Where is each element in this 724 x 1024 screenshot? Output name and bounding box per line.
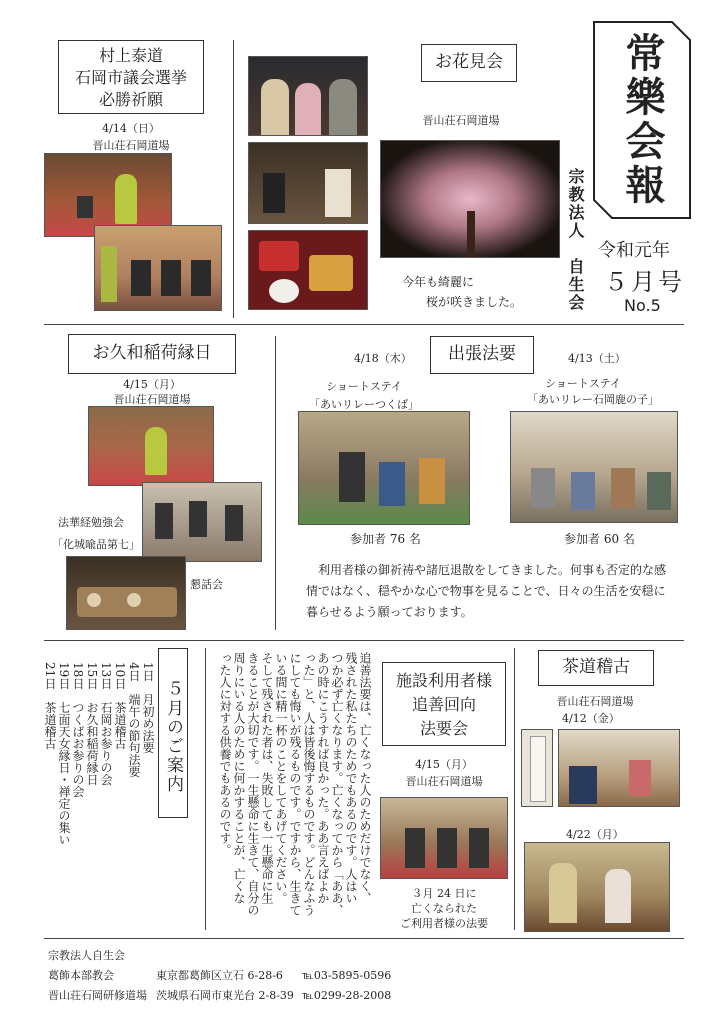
s5-row-day: 10日 bbox=[113, 662, 127, 690]
s5-title-box: ５月のご案内 bbox=[158, 648, 188, 818]
s6-col: 追善法要は、亡くなった人のためだけでなく、 bbox=[358, 652, 372, 904]
s5-row-day: 19日 bbox=[57, 662, 71, 690]
s5-row-text: 茶道稽古 bbox=[113, 701, 127, 750]
s2-photo-food bbox=[248, 230, 368, 310]
s5-row-day: 15日 bbox=[85, 662, 99, 690]
s1-place: 晋山荘石岡道場 bbox=[92, 139, 170, 152]
s2-caption-line: 今年も綺麗に bbox=[402, 275, 475, 289]
s6-col: にしても悔いが残るものです。ですから、生きて bbox=[288, 652, 302, 916]
s5-row-day: 18日 bbox=[71, 662, 85, 690]
s8-place: 晋山荘石岡道場 bbox=[556, 695, 634, 708]
s6-col: った人に対する供養でもあるのです。 bbox=[218, 652, 232, 856]
divider-h1 bbox=[44, 324, 684, 325]
s2-photo-cherry bbox=[380, 140, 560, 258]
s7-caption bbox=[382, 886, 506, 931]
s6-col: そして残された者は、失敗しても一生懸命に生 bbox=[260, 652, 274, 904]
s2-caption bbox=[402, 272, 522, 312]
s4-left-label: ショートステイ bbox=[326, 380, 402, 393]
s7-caption-line: ご利用者様の法要 bbox=[400, 917, 488, 930]
footer-row bbox=[48, 966, 391, 986]
s4-body: 利用者様の御祈祷や諸厄退散をしてきました。何事も否定的な感情ではなく、穏やかな心で物事を見ることで、日々の生活を安穏に暮らせるよう願っております。 bbox=[306, 563, 667, 619]
s4-left-count: 参加者 76 名 bbox=[350, 532, 421, 546]
s3-talk: 懇話会 bbox=[190, 578, 223, 591]
s6-col: いる間に精一杯のことをしてあげてください。 bbox=[274, 652, 288, 904]
footer bbox=[48, 946, 391, 1006]
divider-v2 bbox=[275, 336, 276, 630]
s5-row-text: つくばお参りの会 bbox=[71, 701, 85, 798]
s6-col: 残された私たちのためでもあるのです。人はい bbox=[344, 652, 358, 904]
s7-caption-line: 亡くなられた bbox=[411, 902, 477, 915]
masthead-title: 常樂会報 bbox=[619, 32, 666, 208]
masthead-issue: ５月号 bbox=[604, 268, 685, 296]
s5-row bbox=[85, 662, 98, 785]
footer-addr: 茨城県石岡市東光台 2-8-39 bbox=[156, 989, 294, 1002]
s5-row-day: 1日 bbox=[141, 662, 155, 682]
masthead-era: 令和元年 bbox=[598, 240, 670, 261]
s3-study bbox=[52, 512, 140, 556]
footer-name: 晋山荘石岡研修道場 bbox=[48, 989, 147, 1002]
s5-row-text: 端午の節句法要 bbox=[127, 693, 141, 778]
s5-row bbox=[71, 662, 84, 797]
divider-v4 bbox=[514, 648, 515, 930]
s6-col: つか必ず亡くなります。亡くなってから「ああ、 bbox=[330, 652, 344, 916]
s4-photo-left bbox=[298, 411, 470, 525]
divider-v3 bbox=[205, 648, 206, 930]
s7-caption-line: ３月 24 日に bbox=[411, 887, 477, 900]
s5-row-day: 21日 bbox=[43, 662, 57, 690]
s5-row bbox=[141, 662, 154, 754]
s5-row-text: お久和稲荷縁日 bbox=[85, 701, 99, 786]
s6-col: った」と、人は皆後悔するものです。どんなふう bbox=[302, 652, 316, 916]
s5-row bbox=[99, 662, 112, 785]
s4-title-box: 出張法要 bbox=[430, 336, 534, 374]
s8-photo-tea1 bbox=[558, 729, 680, 807]
s7-title-line: 施設利用者様 bbox=[395, 671, 492, 690]
s5-row-text: 石岡お参りの会 bbox=[99, 701, 113, 786]
divider-h2 bbox=[44, 640, 684, 641]
divider-v1 bbox=[233, 40, 234, 318]
s5-row-day: 13日 bbox=[99, 662, 113, 690]
masthead-org: 宗教法人 自生会 bbox=[566, 168, 585, 312]
s7-title-line: 追善回向 bbox=[411, 695, 476, 714]
s4-right-label: ショートステイ bbox=[545, 377, 621, 390]
s6-col: きることが大切です。一生懸命に生きて、自分の bbox=[246, 652, 260, 916]
s1-title-box bbox=[58, 40, 204, 114]
s7-date: 4/15（月） bbox=[415, 758, 473, 771]
divider-h3 bbox=[44, 938, 684, 939]
s2-caption-line: 桜が咲きました。 bbox=[426, 295, 523, 309]
s2-place: 晋山荘石岡道場 bbox=[422, 114, 500, 127]
s4-photo-right bbox=[510, 411, 678, 523]
s3-photo-talk bbox=[66, 556, 186, 630]
s5-row-text: 七面天女縁日・禅定の集い bbox=[57, 701, 71, 846]
s8-date2: 4/22（月） bbox=[566, 828, 624, 841]
s4-left-date: 4/18（木） bbox=[354, 352, 412, 365]
s3-study-line: 法華経勉強会 bbox=[58, 516, 124, 529]
footer-row bbox=[48, 986, 391, 1006]
s4-right-date: 4/13（土） bbox=[568, 352, 626, 365]
s1-title-line: 必勝祈願 bbox=[98, 90, 163, 109]
s8-photo-scroll bbox=[521, 729, 553, 807]
s5-schedule bbox=[36, 662, 154, 902]
s2-photo-dinner bbox=[248, 142, 368, 224]
s1-title-line: 石岡市議会選挙 bbox=[74, 68, 187, 87]
s3-photo-ceremony bbox=[88, 406, 214, 486]
masthead bbox=[592, 20, 692, 220]
s3-title-box: お久和稲荷縁日 bbox=[68, 334, 236, 374]
s1-date: 4/14（日） bbox=[102, 122, 160, 135]
masthead-no: No.5 bbox=[624, 296, 661, 315]
s8-photo-tea2 bbox=[524, 842, 670, 932]
footer-tel: ℡03-5895-0596 bbox=[302, 969, 392, 982]
s1-photo-meeting bbox=[94, 225, 222, 311]
s4-left-name: 「あいリレーつくば」 bbox=[309, 398, 419, 411]
s7-photo bbox=[380, 797, 508, 879]
s4-right-count: 参加者 60 名 bbox=[564, 532, 635, 546]
s7-title-box bbox=[382, 662, 506, 746]
s5-row bbox=[43, 662, 56, 749]
s5-row-text: 茶道稽古 bbox=[43, 701, 57, 750]
s4-right-name: 「あいリレー石岡鹿の子」 bbox=[527, 393, 659, 406]
s2-photo-group bbox=[248, 56, 368, 136]
s3-study-line: 「化城喩品第七」 bbox=[52, 538, 140, 551]
s1-title-line: 村上泰道 bbox=[98, 46, 163, 65]
s7-title-line: 法要会 bbox=[419, 719, 468, 738]
s5-row bbox=[113, 662, 126, 749]
s6-col: あの時にこうすれば良かった。ああ言えばよか bbox=[316, 652, 330, 904]
footer-name: 葛飾本部教会 bbox=[48, 969, 114, 982]
s3-date: 4/15（月） bbox=[123, 378, 181, 391]
s3-place: 晋山荘石岡道場 bbox=[113, 393, 191, 406]
s7-place: 晋山荘石岡道場 bbox=[405, 775, 483, 788]
s3-photo-study bbox=[142, 482, 262, 562]
s8-title-box: 茶道稽古 bbox=[538, 650, 654, 686]
s5-row-day: 4日 bbox=[127, 662, 141, 682]
s6-essay bbox=[212, 652, 372, 926]
s6-col: 周りにいる人のために何かすることが、亡くな bbox=[232, 652, 246, 904]
footer-addr: 東京都葛飾区立石 6-28-6 bbox=[156, 969, 283, 982]
s5-row bbox=[127, 662, 140, 778]
s5-row bbox=[57, 662, 70, 845]
footer-org: 宗教法人自生会 bbox=[48, 949, 125, 962]
footer-tel: ℡0299-28-2008 bbox=[302, 989, 392, 1002]
s2-title-box: お花見会 bbox=[421, 44, 517, 82]
s5-row-text: 月初め法要 bbox=[141, 693, 155, 754]
s8-date1: 4/12（金） bbox=[562, 712, 620, 725]
